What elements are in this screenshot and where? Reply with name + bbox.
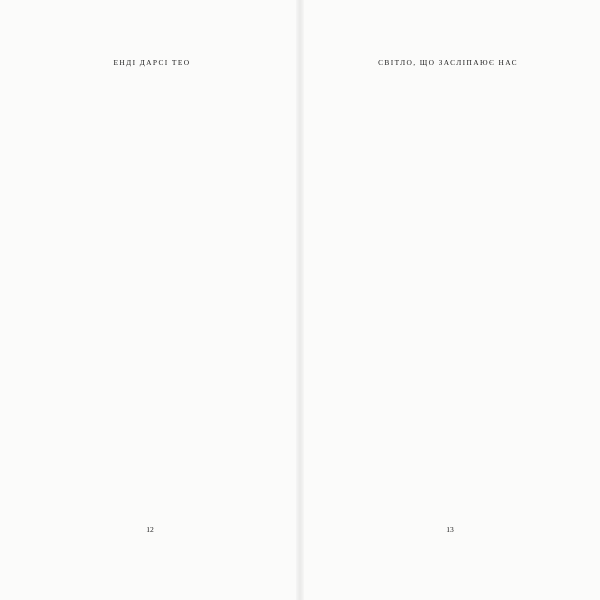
page-number-right: 13 [446, 525, 454, 534]
running-header-author: ЕНДІ ДАРСІ ТЕО [113, 58, 191, 67]
page-number-left: 12 [146, 525, 154, 534]
running-header-title: СВІТЛО, ЩО ЗАСЛІПАЮЄ НАС [378, 58, 518, 67]
right-page [300, 0, 600, 600]
